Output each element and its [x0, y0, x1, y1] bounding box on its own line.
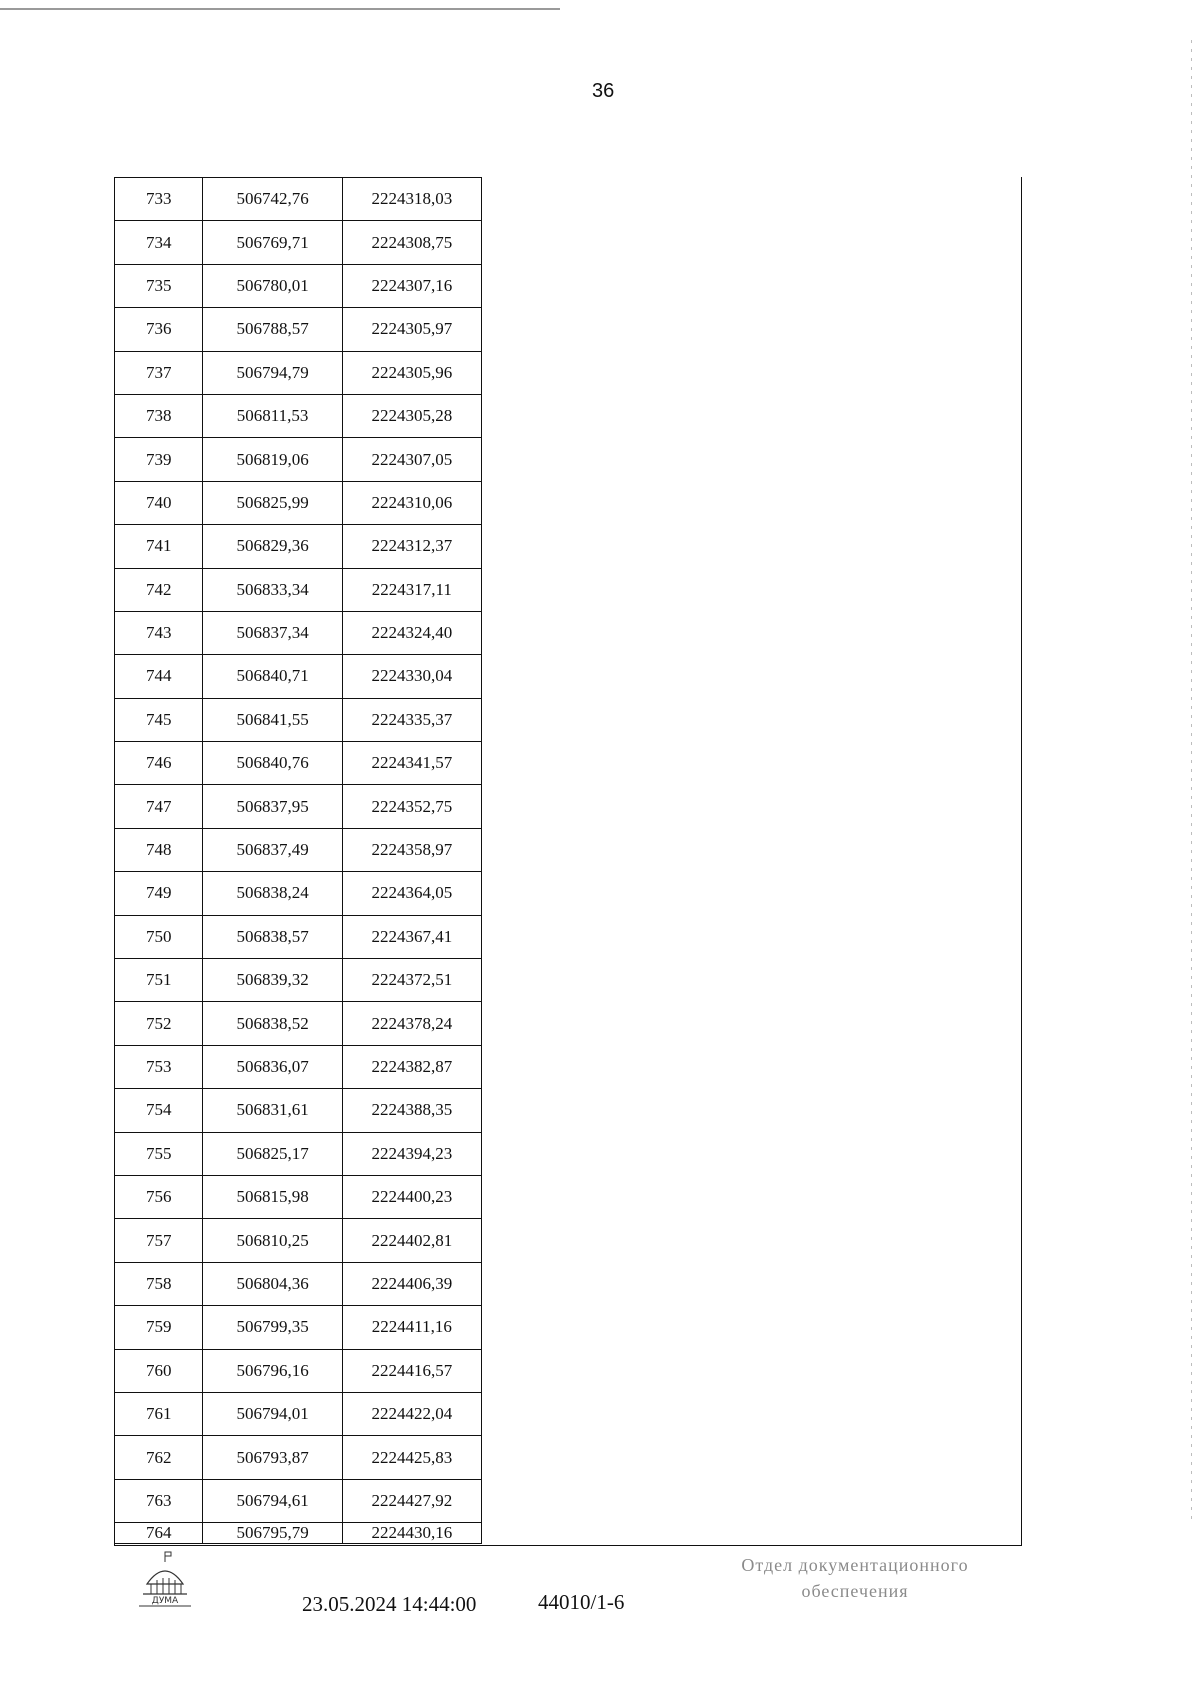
duma-emblem-icon	[135, 1550, 195, 1610]
y-coordinate-cell: 2224330,04	[342, 655, 481, 698]
scan-artifact-top-line	[0, 8, 560, 10]
point-number-cell: 741	[115, 525, 203, 568]
y-coordinate-cell: 2224341,57	[342, 742, 481, 785]
x-coordinate-cell: 506838,57	[203, 915, 342, 958]
x-coordinate-cell: 506796,16	[203, 1349, 342, 1392]
y-coordinate-cell: 2224400,23	[342, 1175, 481, 1218]
document-code: 44010/1-6	[538, 1590, 625, 1614]
y-coordinate-cell: 2224308,75	[342, 221, 481, 264]
x-coordinate-cell: 506841,55	[203, 698, 342, 741]
x-coordinate-cell: 506811,53	[203, 394, 342, 437]
table-row	[115, 1523, 482, 1544]
table-row	[115, 481, 482, 524]
y-coordinate-cell: 2224367,41	[342, 915, 481, 958]
y-coordinate-cell: 2224406,39	[342, 1262, 481, 1305]
y-coordinate-cell: 2224372,51	[342, 959, 481, 1002]
point-number-cell: 755	[115, 1132, 203, 1175]
x-coordinate-cell: 506794,79	[203, 351, 342, 394]
x-coordinate-cell: 506815,98	[203, 1175, 342, 1218]
y-coordinate-cell: 2224318,03	[342, 178, 481, 221]
x-coordinate-cell: 506780,01	[203, 264, 342, 307]
x-coordinate-cell: 506833,34	[203, 568, 342, 611]
y-coordinate-cell: 2224335,37	[342, 698, 481, 741]
y-coordinate-cell: 2224411,16	[342, 1306, 481, 1349]
y-coordinate-cell: 2224394,23	[342, 1132, 481, 1175]
x-coordinate-cell: 506793,87	[203, 1436, 342, 1479]
y-coordinate-cell: 2224388,35	[342, 1089, 481, 1132]
point-number-cell: 754	[115, 1089, 203, 1132]
x-coordinate-cell: 506799,35	[203, 1306, 342, 1349]
y-coordinate-cell: 2224416,57	[342, 1349, 481, 1392]
x-coordinate-cell: 506831,61	[203, 1089, 342, 1132]
table-row	[115, 872, 482, 915]
x-coordinate-cell: 506795,79	[203, 1523, 342, 1544]
y-coordinate-cell: 2224317,11	[342, 568, 481, 611]
table-row	[115, 1436, 482, 1479]
table-row	[115, 1002, 482, 1045]
y-coordinate-cell: 2224402,81	[342, 1219, 481, 1262]
point-number-cell: 735	[115, 264, 203, 307]
point-number-cell: 736	[115, 308, 203, 351]
department-stamp	[710, 1552, 1000, 1604]
table-row	[115, 1175, 482, 1218]
y-coordinate-cell: 2224358,97	[342, 828, 481, 871]
table-row	[115, 915, 482, 958]
x-coordinate-cell: 506837,95	[203, 785, 342, 828]
table-row	[115, 1479, 482, 1522]
y-coordinate-cell: 2224425,83	[342, 1436, 481, 1479]
point-number-cell: 742	[115, 568, 203, 611]
point-number-cell: 758	[115, 1262, 203, 1305]
x-coordinate-cell: 506837,49	[203, 828, 342, 871]
point-number-cell: 762	[115, 1436, 203, 1479]
point-number-cell: 740	[115, 481, 203, 524]
y-coordinate-cell: 2224305,28	[342, 394, 481, 437]
point-number-cell: 739	[115, 438, 203, 481]
point-number-cell: 756	[115, 1175, 203, 1218]
x-coordinate-cell: 506810,25	[203, 1219, 342, 1262]
table-row	[115, 742, 482, 785]
point-number-cell: 751	[115, 959, 203, 1002]
point-number-cell: 757	[115, 1219, 203, 1262]
point-number-cell: 746	[115, 742, 203, 785]
y-coordinate-cell: 2224427,92	[342, 1479, 481, 1522]
point-number-cell: 761	[115, 1392, 203, 1435]
table-row	[115, 1262, 482, 1305]
point-number-cell: 748	[115, 828, 203, 871]
table-row	[115, 828, 482, 871]
x-coordinate-cell: 506794,01	[203, 1392, 342, 1435]
table-row	[115, 221, 482, 264]
y-coordinate-cell: 2224378,24	[342, 1002, 481, 1045]
table-row	[115, 1089, 482, 1132]
stamp-line-1: Отдел документационного	[741, 1555, 969, 1575]
x-coordinate-cell: 506819,06	[203, 438, 342, 481]
point-number-cell: 745	[115, 698, 203, 741]
y-coordinate-cell: 2224307,16	[342, 264, 481, 307]
table-row	[115, 568, 482, 611]
x-coordinate-cell: 506840,76	[203, 742, 342, 785]
y-coordinate-cell: 2224324,40	[342, 611, 481, 654]
point-number-cell: 752	[115, 1002, 203, 1045]
x-coordinate-cell: 506838,24	[203, 872, 342, 915]
point-number-cell: 733	[115, 178, 203, 221]
point-number-cell: 734	[115, 221, 203, 264]
x-coordinate-cell: 506838,52	[203, 1002, 342, 1045]
table-row	[115, 698, 482, 741]
point-number-cell: 759	[115, 1306, 203, 1349]
page-number: 36	[592, 80, 615, 102]
table-row	[115, 655, 482, 698]
table-row	[115, 1132, 482, 1175]
table-row	[115, 959, 482, 1002]
y-coordinate-cell: 2224382,87	[342, 1045, 481, 1088]
x-coordinate-cell: 506769,71	[203, 221, 342, 264]
table-row	[115, 438, 482, 481]
x-coordinate-cell: 506829,36	[203, 525, 342, 568]
table-row	[115, 308, 482, 351]
point-number-cell: 749	[115, 872, 203, 915]
x-coordinate-cell: 506794,61	[203, 1479, 342, 1522]
table-row	[115, 1045, 482, 1088]
x-coordinate-cell: 506839,32	[203, 959, 342, 1002]
table-row	[115, 351, 482, 394]
x-coordinate-cell: 506804,36	[203, 1262, 342, 1305]
table-row	[115, 264, 482, 307]
table-row	[115, 178, 482, 221]
point-number-cell: 753	[115, 1045, 203, 1088]
y-coordinate-cell: 2224312,37	[342, 525, 481, 568]
point-number-cell: 763	[115, 1479, 203, 1522]
point-number-cell: 744	[115, 655, 203, 698]
x-coordinate-cell: 506788,57	[203, 308, 342, 351]
point-number-cell: 747	[115, 785, 203, 828]
x-coordinate-cell: 506825,17	[203, 1132, 342, 1175]
scan-artifact-right-edge	[1191, 40, 1192, 1520]
table-row	[115, 1219, 482, 1262]
x-coordinate-cell: 506836,07	[203, 1045, 342, 1088]
table-row	[115, 611, 482, 654]
x-coordinate-cell: 506825,99	[203, 481, 342, 524]
stamp-line-2: обеспечения	[801, 1581, 909, 1601]
y-coordinate-cell: 2224364,05	[342, 872, 481, 915]
point-number-cell: 760	[115, 1349, 203, 1392]
svg-text:ДУМА: ДУМА	[151, 1596, 179, 1606]
y-coordinate-cell: 2224352,75	[342, 785, 481, 828]
point-number-cell: 750	[115, 915, 203, 958]
table-row	[115, 525, 482, 568]
table-row	[115, 785, 482, 828]
table-row	[115, 1306, 482, 1349]
y-coordinate-cell: 2224305,96	[342, 351, 481, 394]
point-number-cell: 737	[115, 351, 203, 394]
y-coordinate-cell: 2224307,05	[342, 438, 481, 481]
x-coordinate-cell: 506840,71	[203, 655, 342, 698]
y-coordinate-cell: 2224430,16	[342, 1523, 481, 1544]
point-number-cell: 764	[115, 1523, 203, 1544]
table-row	[115, 394, 482, 437]
point-number-cell: 738	[115, 394, 203, 437]
coordinates-table	[114, 177, 482, 1544]
table-row	[115, 1392, 482, 1435]
y-coordinate-cell: 2224305,97	[342, 308, 481, 351]
table-row	[115, 1349, 482, 1392]
y-coordinate-cell: 2224310,06	[342, 481, 481, 524]
document-timestamp: 23.05.2024 14:44:00	[302, 1592, 477, 1616]
y-coordinate-cell: 2224422,04	[342, 1392, 481, 1435]
x-coordinate-cell: 506742,76	[203, 178, 342, 221]
x-coordinate-cell: 506837,34	[203, 611, 342, 654]
point-number-cell: 743	[115, 611, 203, 654]
